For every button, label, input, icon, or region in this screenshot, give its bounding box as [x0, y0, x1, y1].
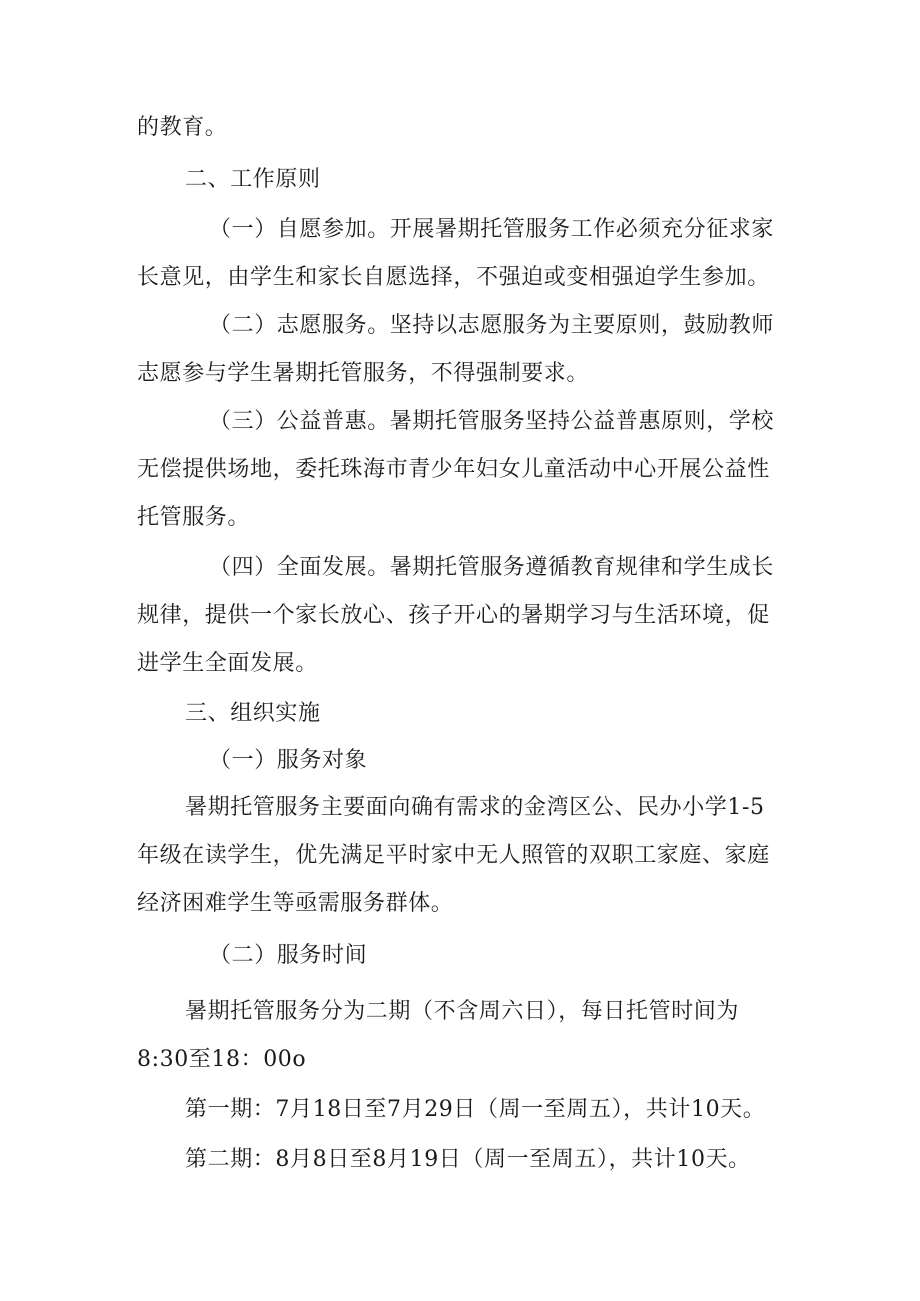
paragraph-continuation: 的教育。: [137, 115, 228, 140]
paragraph-public-benefit: （三）公益普惠。暑期托管服务坚持公益普惠原则，学校无偿提供场地，委托珠海市青少年妇女儿童活动中心开展公益性托管服务。: [137, 409, 775, 530]
paragraph-comprehensive-development: （四）全面发展。暑期托管服务遵循教育规律和学生成长规律，提供一个家长放心、孩子开心的暑期学习与生活环境，促进学生全面发展。: [137, 555, 775, 676]
section-heading-organization: 三、组织实施: [185, 701, 321, 726]
paragraph-service-target: 暑期托管服务主要面向确有需求的金湾区公、民办小学1-5年级在读学生，优先满足平时家中无人照管的双职工家庭、家庭经济困难学生等亟需服务群体。: [137, 795, 770, 916]
paragraph-service-time: 暑期托管服务分为二期（不含周六日），每日托管时间为8:30至18：00o: [137, 999, 740, 1072]
paragraph-first-period: 第一期：7月18日至7月29日（周一至周五），共计10天。: [185, 1097, 766, 1122]
paragraph-second-period: 第二期：8月8日至8月19日（周一至周五），共计10天。: [185, 1147, 751, 1172]
paragraph-voluntary-participation: （一）自愿参加。开展暑期托管服务工作必须充分征求家长意见，由学生和家长自愿选择，不强迫或变相强迫学生参加。: [137, 217, 775, 290]
section-heading-work-principles: 二、工作原则: [185, 167, 321, 192]
subheading-service-target: （一）服务对象: [209, 748, 368, 773]
paragraph-volunteer-service: （二）志愿服务。坚持以志愿服务为主要原则，鼓励教师志愿参与学生暑期托管服务，不得强制要求。: [137, 313, 775, 386]
subheading-service-time: （二）服务时间: [209, 943, 368, 968]
